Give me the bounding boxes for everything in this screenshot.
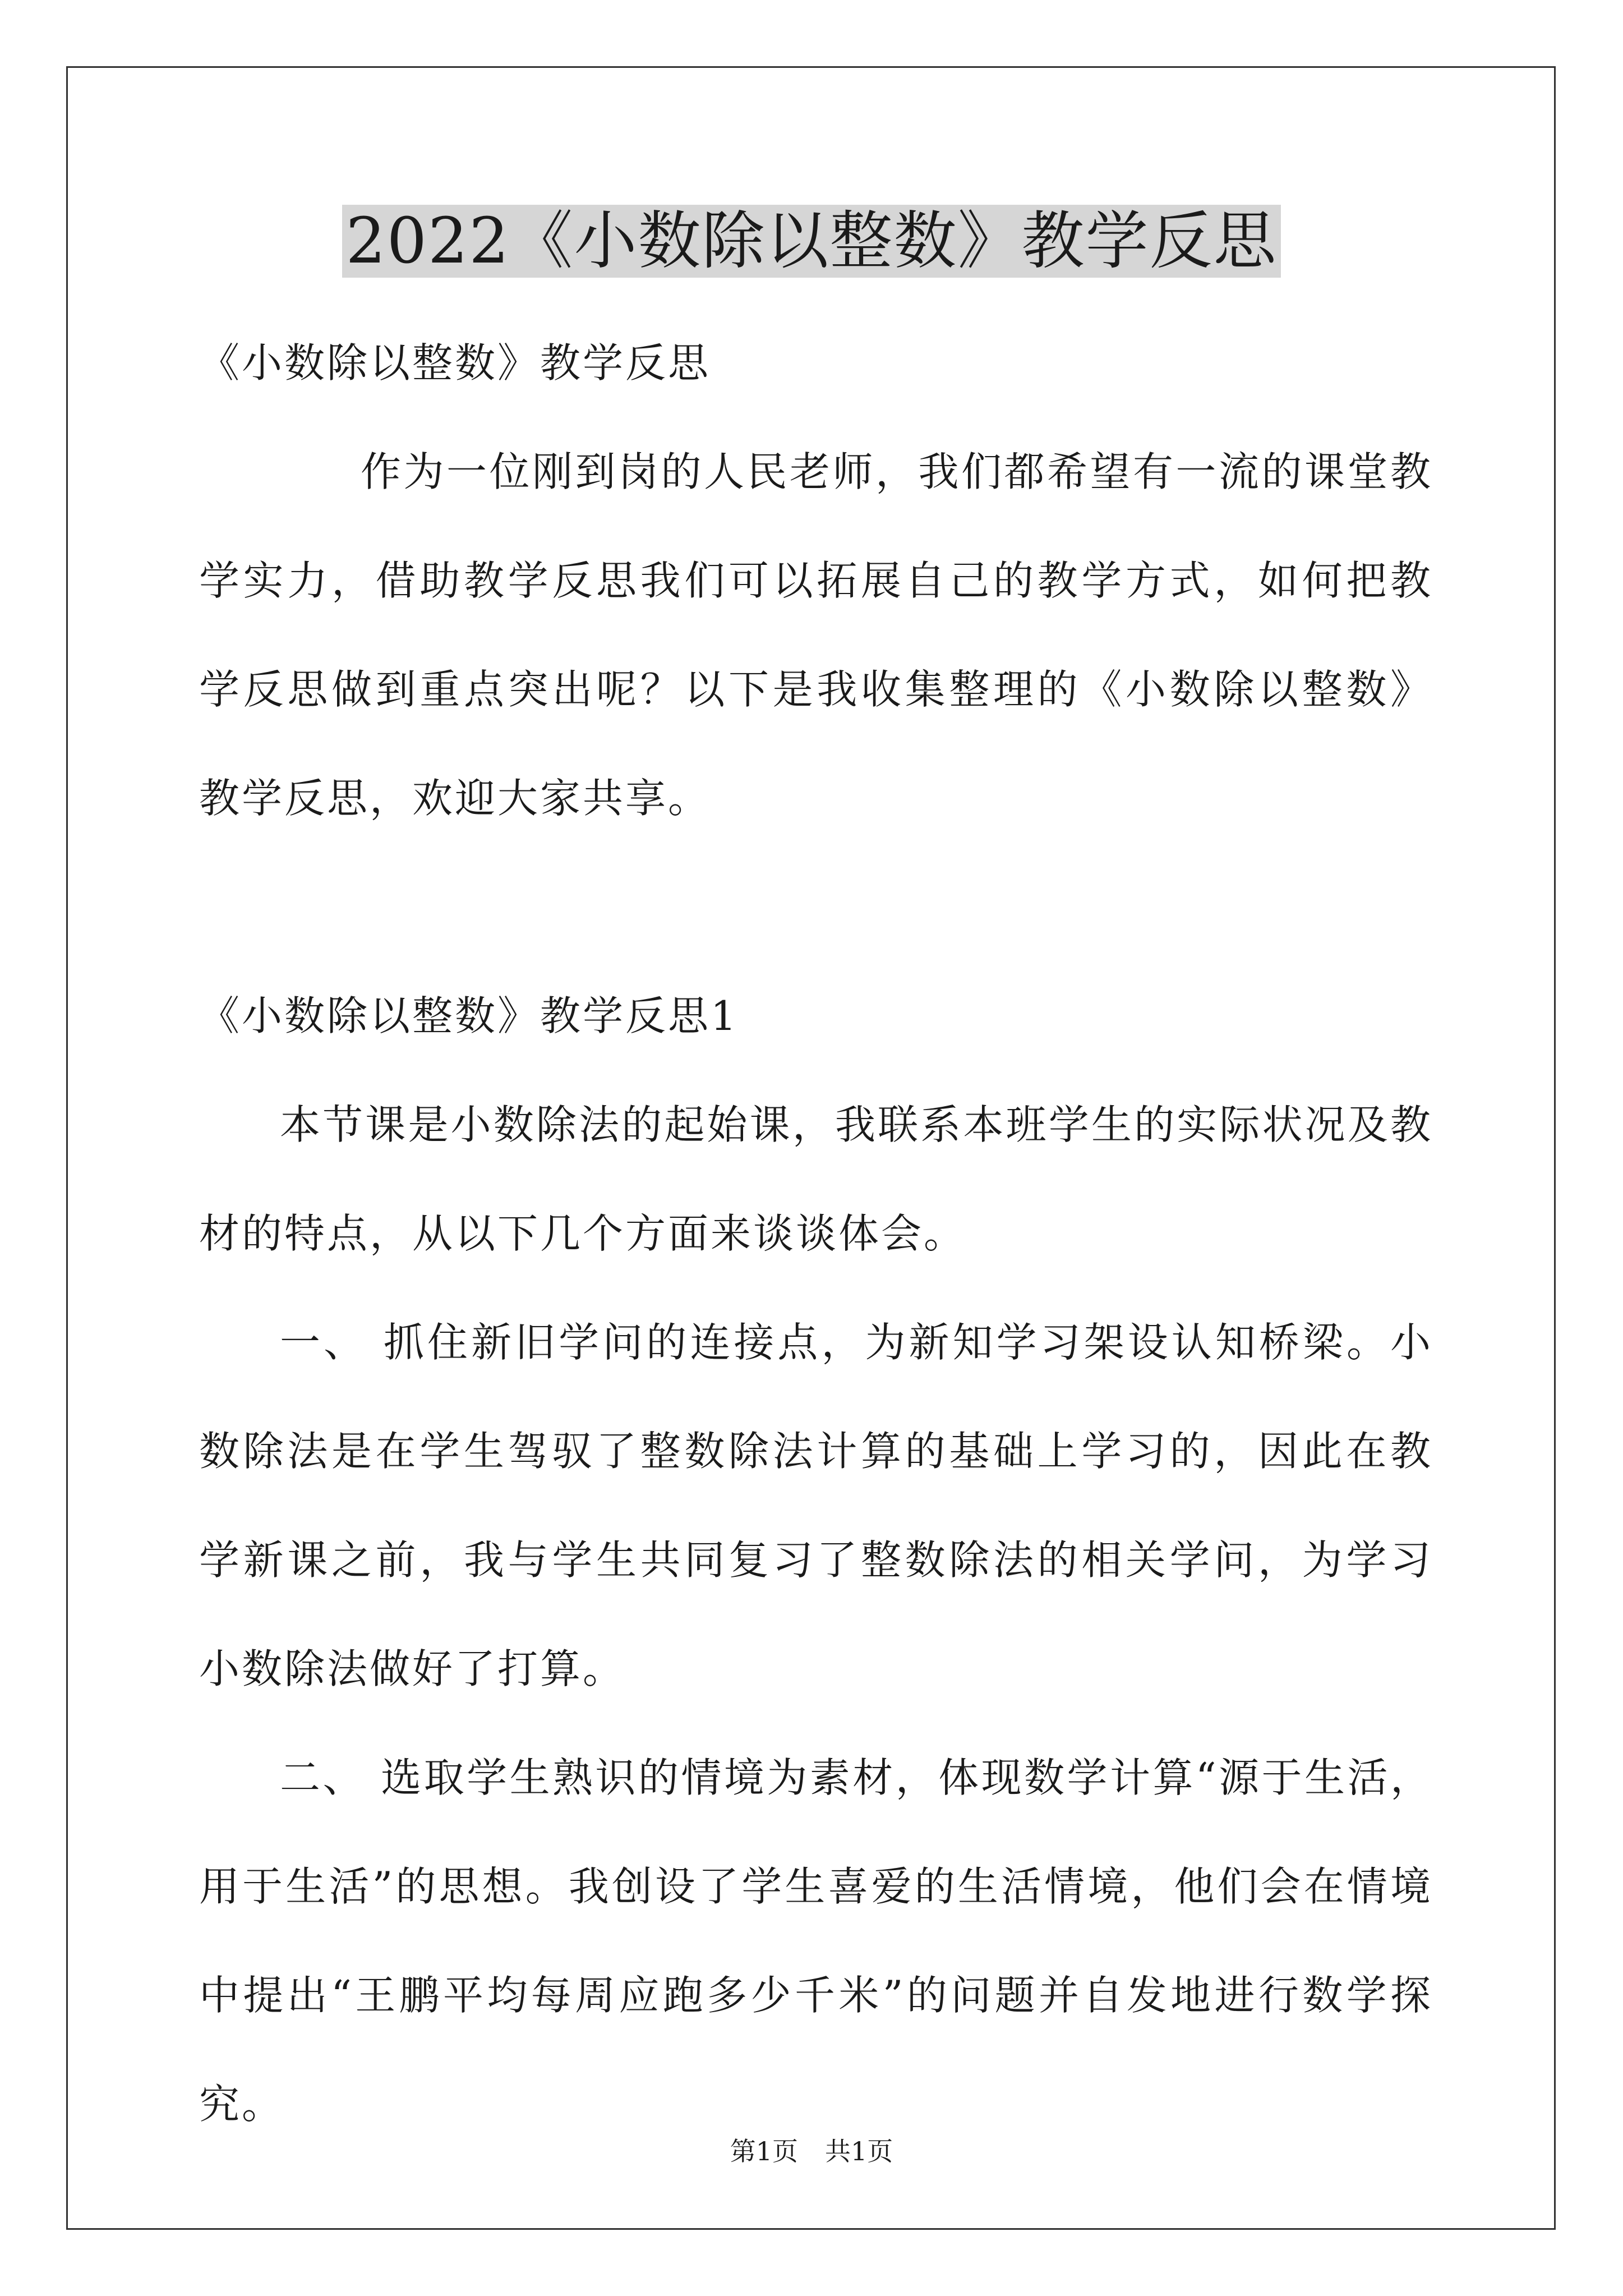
body-paragraph: 一、 抓住新旧学问的连接点，为新知学习架设认知桥梁。小数除法是在学生驾驭了整数除法计算的基础上学习的，因此在教学新课之前，我与学生共同复习了整数除法的相关学问，为学习小数除法做好了打算。 <box>199 1319 1433 1692</box>
intro-paragraph: 作为一位刚到岗的人民老师，我们都希望有一流的课堂教学实力，借助教学反思我们可以拓展自己的教学方式，如何把教学反思做到重点突出呢？以下是我收集整理的《小数除以整数》教学反思，欢迎大家共享。 <box>199 448 1433 822</box>
page-total: 共1页 <box>825 2136 893 2166</box>
document-title <box>0 199 1623 283</box>
page-footer <box>0 2134 1623 2168</box>
page-number: 第1页 <box>730 2136 798 2166</box>
section-heading: 《小数除以整数》教学反思1 <box>199 992 739 1039</box>
intro-heading: 《小数除以整数》教学反思 <box>199 339 711 386</box>
body-paragraph: 本节课是小数除法的起始课，我联系本班学生的实际状况及教材的特点，从以下几个方面来谈谈体会。 <box>199 1101 1433 1257</box>
document-title-text: 2022《小数除以整数》教学反思 <box>342 205 1280 278</box>
document-body <box>199 309 1433 2159</box>
body-paragraph: 二、 选取学生熟识的情境为素材，体现数学计算“源于生活，用于生活”的思想。我创设了学生喜爱的生活情境，他们会在情境中提出“王鹏平均每周应跑多少千米”的问题并自发地进行数学探究。 <box>199 1754 1433 2128</box>
paragraph-gap <box>199 853 1433 961</box>
